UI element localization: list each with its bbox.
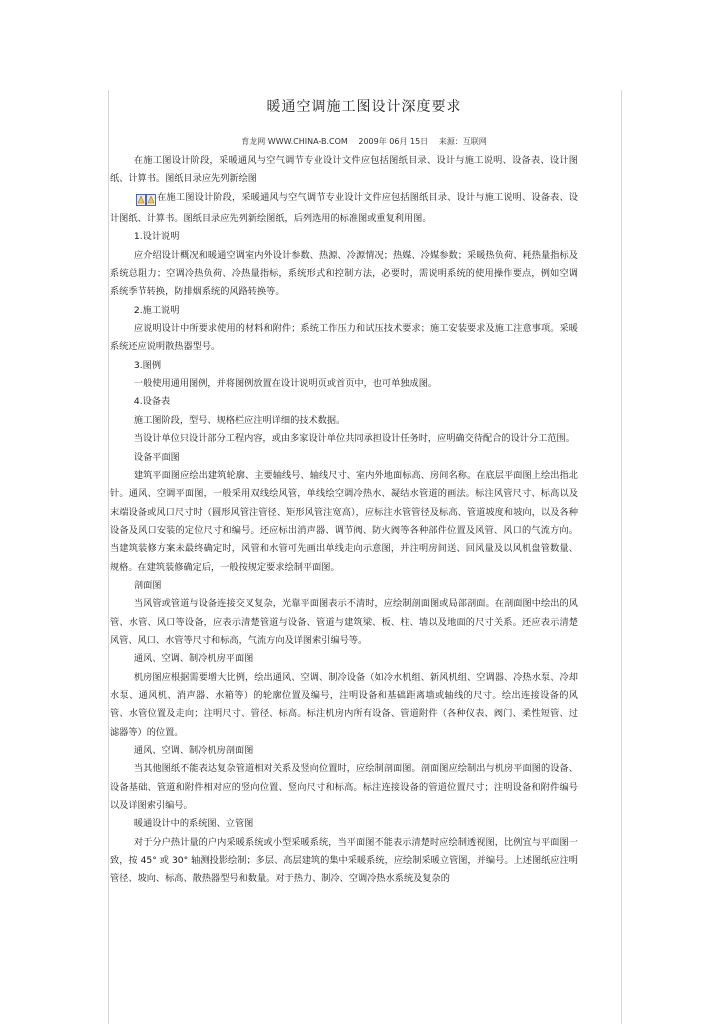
paragraph-system-diagram: 对于分户热计量的户内采暖系统或小型采暖系统，当平面图不能表示清楚时应绘制透视图，比例宜与平面图一致，按 45° 或 30° 轴测投影绘制；多层、高层建筑的集中采暖系统，应绘制采暖立管图，并编号。上述图纸应注明管径、坡向、标高、散热器型号和数量。对于热力、制冷、空调冷热水系统及复杂的 [110,836,578,885]
heading-equipment-table: 4.设备表 [133,396,171,408]
paragraph-legend: 一般使用通用图例，并将图例放置在设计说明页或首页中，也可单独成图。 [133,378,438,390]
heading-section: 剖面图 [133,579,162,591]
quote-icons [136,192,156,210]
paragraph-design-notes: 应介绍设计概况和暖通空调室内外设计参数、热源、冷源情况；热媒、冷媒参数；采暖热负荷、耗热量指标及系统总阻力；空调冷热负荷、冷热量指标，系统形式和控制方法，必要时，需说明系统的使用操作要点，例如空调系统季节转换，防排烟系统的风路转换等。 [110,249,578,298]
heading-legend: 3.图例 [133,359,162,371]
paragraph-quoted [110,189,578,229]
paragraph-quoted-text: 在施工图设计阶段，采暖通风与空气调节专业设计文件应包括图纸目录、设计与施工说明、设备表、设计图纸、计算书。图纸目录应先列新绘图纸，后列选用的标准图或重复利用图。 [110,191,578,225]
paragraph-division: 当设计单位只设计部分工程内容，或由多家设计单位共同承担设计任务时，应明确交待配合的设计分工范围。 [133,433,575,445]
source-site[interactable]: 育龙网 WWW.CHINA-B.COM [241,137,348,146]
source-line [108,136,620,147]
heading-design-notes: 1.设计说明 [133,231,180,243]
paragraph-machine-room-section: 当其他图纸不能表达复杂管道相对关系及竖向位置时，应绘制剖面图。剖面图应绘制出与机房平面图的设备、设备基础、管道和附件相对应的竖向位置、竖向尺寸和标高。标注连接设备的管道位置尺寸；注明设备和附件编号以及详图索引编号。 [110,763,578,812]
source-date: 2009年 06月 15日 [358,137,429,146]
paragraph-intro: 在施工图设计阶段，采暖通风与空气调节专业设计文件应包括图纸目录、设计与施工说明、设备表、设计图纸、计算书。图纸目录应先列新绘图 [110,155,578,185]
page-title: 暖通空调施工图设计深度要求 [266,99,462,115]
source-origin: 来源：互联网 [438,137,487,146]
heading-system-diagram: 暖通设计中的系统图、立管图 [133,818,254,830]
heading-machine-room-section: 通风、空调、制冷机房剖面图 [133,745,254,756]
quote-icon [136,194,156,207]
paragraph-section: 当风管或管道与设备连接交叉复杂，光靠平面图表示不清时，应绘制剖面图或局部剖面。在剖面图中绘出的风管、水管、风口等设备，应表示清楚管道与设备、管道与建筑梁、板、柱、墙以及地面的尺寸关系。还应表示清楚风管、风口、水管等尺寸和标高，气流方向及详图索引编号等。 [110,598,578,646]
heading-machine-room-plan: 通风、空调、制冷机房平面图 [133,653,254,665]
document-body [110,152,578,889]
paragraph-machine-room-plan: 机房图应根据需要增大比例，绘出通风、空调、制冷设备（如冷水机组、新风机组、空调器、冷热水泵、冷却水泵、通风机、消声器、水箱等）的轮廓位置及编号，注明设备和基础距离墙或轴线的尺寸。绘出连接设备的风管、水管位置及走向；注明尺寸、管径、标高。标注机房内所有设备、管道附件（各种仪表、阀门、柔性短管、过滤器等）的位置。 [110,671,578,738]
heading-floor-plan: 设备平面图 [133,451,180,463]
paragraph-construction-notes: 应说明设计中所要求使用的材料和附件；系统工作压力和试压技术要求；施工安装要求及施工注意事项。采暖系统还应说明散热器型号。 [110,323,578,353]
paragraph-floor-plan: 建筑平面图应绘出建筑轮廓、主要轴线号、轴线尺寸、室内外地面标高、房间名称。在底层平面图上绘出指北针。通风、空调平面图，一般采用双线绘风管，单线绘空调冷热水、凝结水管道的画法。标注风管尺寸、标高以及末端设备或风口尺寸时（圆形风管注管径、矩形风管注宽高），应标注水管管径及标高、管道坡度和坡向，以及各种设备及风口安装的定位尺寸和编号。还应标出消声器、调节阀、防火阀等各种部件位置及风管、风口的气流方向。当建筑装修方案未最终确定时，风管和水管可先画出单线走向示意图，并注明房间送、回风量及以风机盘管数量、规格。在建筑装修确定后，一般按规定要求绘制平面图。 [110,469,578,573]
paragraph-equipment-table: 施工图阶段，型号、规格栏应注明详细的技术数据。 [133,414,346,426]
heading-construction-notes: 2.施工说明 [133,304,180,316]
